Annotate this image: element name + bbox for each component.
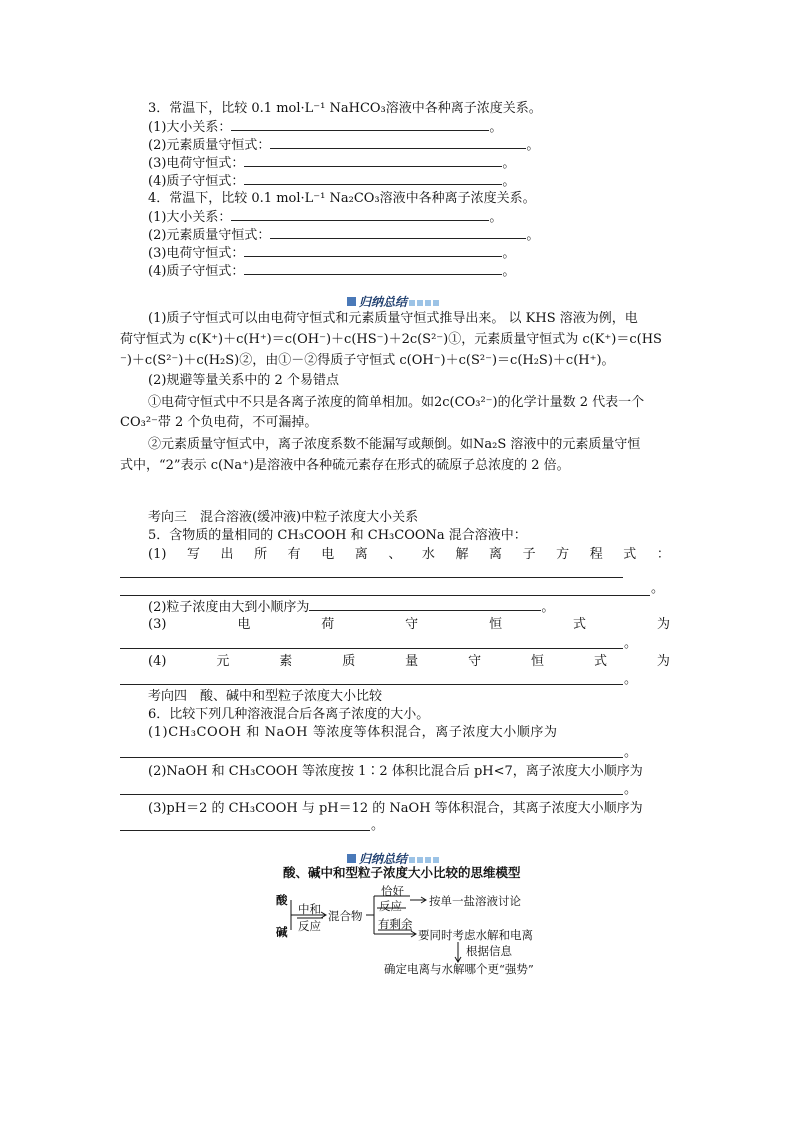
conclusion-label: 确定电离与水解哪个更“强势” <box>384 962 534 976</box>
summary-badge: 归纳总结 <box>347 293 439 310</box>
summary-p3-line1: ①电荷守恒式中不只是各离子浓度的简单相加。如2c(CO₃²⁻)的化学计量数 2 代表一个 <box>148 395 645 410</box>
q5-sub2: (2)粒子浓度由大到小顺序为 。 <box>148 600 555 615</box>
neutralize-bottom-label: 反应 <box>298 919 321 933</box>
q5-1-end: 。 <box>651 581 665 596</box>
q5-4-end: 。 <box>624 672 638 687</box>
spread-char: (3) <box>148 617 167 632</box>
spread-char: 质 <box>342 654 356 669</box>
spread-char: 离 <box>489 547 503 562</box>
summary-p3-line2: CO₃²⁻带 2 个负电荷，不可漏掉。 <box>120 415 318 430</box>
q6-3-end: 。 <box>371 818 385 833</box>
q6-title: 6．比较下列几种溶液混合后各离子浓度的大小。 <box>148 707 430 722</box>
summary-p1-line3: ⁻)＋c(S²⁻)＋c(H₂S)②，由①－②得质子守恒式 c(OH⁻)＋c(S²⁻)＝c(H₂S)＋c(H⁺)。 <box>120 353 615 368</box>
spread-char: 方 <box>556 547 570 562</box>
spread-char: 出 <box>220 547 234 562</box>
spread-char: (1) <box>148 547 167 562</box>
spread-char: 式 <box>573 617 587 632</box>
base-label: 碱 <box>276 925 288 939</box>
spread-char: 恒 <box>489 617 503 632</box>
q6-1-end: 。 <box>624 745 638 760</box>
q3-item-3: (3)电荷守恒式： 。 <box>148 156 516 171</box>
spread-char: (4) <box>148 654 167 669</box>
spread-char: 电 <box>321 547 335 562</box>
spread-char: 守 <box>468 654 482 669</box>
summary-p2: (2)规避等量关系中的 2 个易错点 <box>148 373 339 388</box>
q3-title: 3．常温下，比较 0.1 mol·L⁻¹ NaHCO₃溶液中各种离子浓度关系。 <box>148 101 542 116</box>
spread-char: 水 <box>421 547 435 562</box>
q6-sub1: (1)CH₃COOH 和 NaOH 等浓度等体积混合，离子浓度大小顺序为 <box>148 725 558 740</box>
summary-p1-line1: (1)质子守恒式可以由电荷守恒式和元素质量守恒式推导出来。 以 KHS 溶液为例，电 <box>148 311 638 326</box>
summary-p1-line2: 荷守恒式为 c(K⁺)＋c(H⁺)＝c(OH⁻)＋c(HS⁻)＋2c(S²⁻)①，元素质量守恒式为 c(K⁺)＝c(HS <box>120 332 662 347</box>
spread-char: 量 <box>405 654 419 669</box>
q3-item-2: (2)元素质量守恒式： 。 <box>148 138 540 153</box>
exact-sub-label: 反应 <box>379 899 402 913</box>
spread-char: 离 <box>354 547 368 562</box>
exact-result: 按单一盐溶液讨论 <box>429 894 521 908</box>
spread-char: 写 <box>186 547 200 562</box>
summary-p4-line2: 式中，“2”表示 c(Na⁺)是溶液中各种硫元素存在形式的硫原子总浓度的 2 倍。 <box>120 458 570 473</box>
q5-title: 5．含物质的量相同的 CH₃COOH 和 CH₃COONa 混合溶液中： <box>148 528 527 543</box>
q6-2-end: 。 <box>624 782 638 797</box>
q4-item-4: (4)质子守恒式： 。 <box>148 264 516 279</box>
spread-char: 电 <box>237 617 251 632</box>
spread-char: 素 <box>279 654 293 669</box>
summary-badge: 归纳总结 <box>347 850 439 867</box>
q4-title: 4．常温下，比较 0.1 mol·L⁻¹ Na₂CO₃溶液中各种离子浓度关系。 <box>148 191 536 206</box>
spread-char: 有 <box>287 547 301 562</box>
spread-char: 守 <box>405 617 419 632</box>
spread-char: 元 <box>216 654 230 669</box>
excess-label: 有剩余 <box>378 917 413 931</box>
spread-char: 程 <box>589 547 603 562</box>
q3-item-1: (1)大小关系： 。 <box>148 120 503 135</box>
basis-label: 根据信息 <box>466 944 512 958</box>
spread-char: 恒 <box>531 654 545 669</box>
section4-heading: 考向四 酸、碱中和型粒子浓度大小比较 <box>148 689 383 704</box>
spread-char: 所 <box>254 547 268 562</box>
section3-heading: 考向三 混合溶液(缓冲液)中粒子浓度大小关系 <box>148 510 419 525</box>
q4-item-1: (1)大小关系： 。 <box>148 210 503 225</box>
q5-3-end: 。 <box>624 636 638 651</box>
excess-result: 要同时考虑水解和电离 <box>418 928 533 942</box>
q6-sub2: (2)NaOH 和 CH₃COOH 等浓度按 1∶2 体积比混合后 pH<7，离子浓度大小顺序为 <box>148 764 643 779</box>
q4-item-3: (3)电荷守恒式： 。 <box>148 246 516 261</box>
mixture-label: 混合物 <box>328 909 363 923</box>
acid-label: 酸 <box>276 893 288 907</box>
q3-item-4: (4)质子守恒式： 。 <box>148 174 516 189</box>
spread-char: 式 <box>623 547 637 562</box>
spread-char: 、 <box>388 547 402 562</box>
summary-p4-line1: ②元素质量守恒式中，离子浓度系数不能漏写或颠倒。如Na₂S 溶液中的元素质量守恒 <box>148 437 641 452</box>
q4-item-2: (2)元素质量守恒式： 。 <box>148 228 540 243</box>
spread-char: 为 <box>656 617 670 632</box>
spread-char: 式 <box>593 654 607 669</box>
q6-sub3: (3)pH＝2 的 CH₃COOH 与 pH＝12 的 NaOH 等体积混合，其离子浓度大小顺序为 <box>148 801 643 816</box>
spread-char: 解 <box>455 547 469 562</box>
spread-char: 荷 <box>321 617 335 632</box>
spread-char: ： <box>656 547 670 562</box>
spread-char: 子 <box>522 547 536 562</box>
neutralize-top-label: 中和 <box>298 902 321 916</box>
spread-char: 为 <box>656 654 670 669</box>
diagram-title: 酸、碱中和型粒子浓度大小比较的思维模型 <box>283 865 521 880</box>
exact-label: 恰好 <box>381 884 404 898</box>
